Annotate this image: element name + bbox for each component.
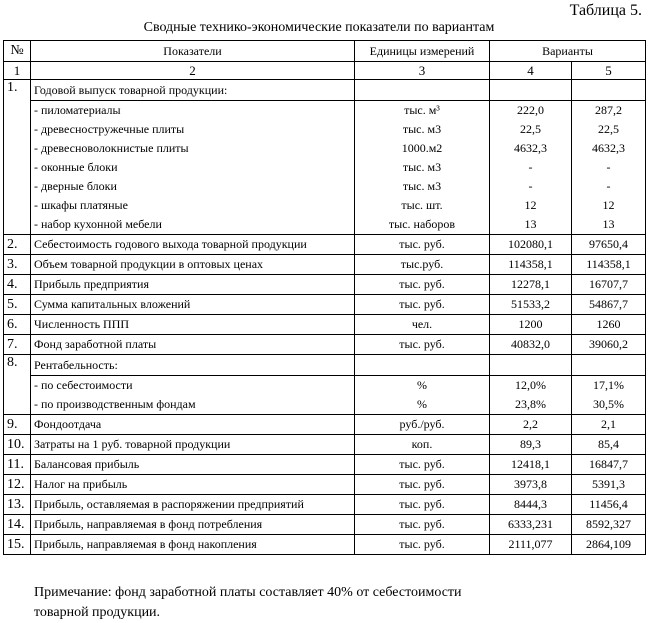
footnote — [34, 583, 594, 623]
indicator-name: Объем товарной продукции в оптовых ценах — [31, 255, 355, 275]
variant-5-cell: 8592,327 — [572, 515, 646, 535]
indicator-name: Себестоимость годового выхода товарной продукции — [31, 235, 355, 255]
table-row — [4, 158, 646, 177]
table-row — [4, 376, 646, 396]
row-number: 3. — [4, 255, 31, 275]
row-number: 13. — [4, 495, 31, 515]
unit-cell: тыс. руб. — [355, 455, 490, 475]
table-row — [4, 315, 646, 335]
variant-4-cell: 102080,1 — [490, 235, 572, 255]
variant-4-cell: 4632,3 — [490, 139, 572, 158]
variant-5-cell: 85,4 — [572, 435, 646, 455]
indicator-name: - древесноволокнистые плиты — [31, 139, 355, 158]
table-row — [4, 455, 646, 475]
unit-cell: тыс. руб. — [355, 275, 490, 295]
variant-4-cell: - — [490, 158, 572, 177]
table-row — [4, 395, 646, 415]
variant-4-cell — [490, 355, 572, 376]
row-number: 4. — [4, 275, 31, 295]
unit-cell: тыс. руб. — [355, 495, 490, 515]
row-number: 11. — [4, 455, 31, 475]
unit-cell: руб./руб. — [355, 415, 490, 435]
table-number: Таблица 5. — [569, 2, 642, 19]
indicator-name: - дверные блоки — [31, 177, 355, 196]
variant-5-cell: - — [572, 158, 646, 177]
table-row — [4, 275, 646, 295]
header-row — [4, 41, 646, 62]
indicator-name: - по себестоимости — [31, 376, 355, 396]
indicator-name: Прибыль, направляемая в фонд накопления — [31, 535, 355, 555]
unit-cell — [355, 355, 490, 376]
table-row — [4, 120, 646, 139]
indicator-name: Прибыль, оставляемая в распоряжении предприятий — [31, 495, 355, 515]
table-row — [4, 139, 646, 158]
variant-5-cell: 13 — [572, 215, 646, 235]
table-row — [4, 535, 646, 555]
variant-5-cell: 5391,3 — [572, 475, 646, 495]
group-header-row — [4, 80, 646, 101]
variant-5-cell — [572, 80, 646, 101]
table-caption — [0, 2, 648, 22]
col-number-4: 4 — [490, 62, 572, 80]
variant-4-cell: 51533,2 — [490, 295, 572, 315]
variant-4-cell: 89,3 — [490, 435, 572, 455]
indicator-name: Прибыль предприятия — [31, 275, 355, 295]
row-number: 14. — [4, 515, 31, 535]
variant-4-cell: 114358,1 — [490, 255, 572, 275]
unit-cell: тыс. руб. — [355, 235, 490, 255]
row-number: 5. — [4, 295, 31, 315]
variant-5-cell: 287,2 — [572, 101, 646, 121]
col-number-3: 3 — [355, 62, 490, 80]
unit-cell: тыс. м³ — [355, 101, 490, 121]
row-number: 15. — [4, 535, 31, 555]
unit-cell: тыс. руб. — [355, 295, 490, 315]
table-title: Сводные технико-экономические показатели по вариантам — [143, 20, 495, 35]
variant-4-cell: 2,2 — [490, 415, 572, 435]
variant-5-cell: 54867,7 — [572, 295, 646, 315]
row-number: 6. — [4, 315, 31, 335]
indicator-name: Фонд заработной платы — [31, 335, 355, 355]
unit-cell: тыс. руб. — [355, 335, 490, 355]
unit-cell: тыс. руб. — [355, 475, 490, 495]
variant-5-cell: 1260 — [572, 315, 646, 335]
variant-4-cell: 12418,1 — [490, 455, 572, 475]
variant-4-cell: 12278,1 — [490, 275, 572, 295]
variant-4-cell: - — [490, 177, 572, 196]
unit-cell: тыс. м3 — [355, 177, 490, 196]
variant-5-cell: 16707,7 — [572, 275, 646, 295]
unit-cell: коп. — [355, 435, 490, 455]
variant-5-cell: 2864,109 — [572, 535, 646, 555]
unit-cell: чел. — [355, 315, 490, 335]
table-row — [4, 255, 646, 275]
variant-5-cell: - — [572, 177, 646, 196]
variant-4-cell: 3973,8 — [490, 475, 572, 495]
table-row — [4, 335, 646, 355]
table-row — [4, 475, 646, 495]
table-row — [4, 435, 646, 455]
table-row — [4, 215, 646, 235]
variant-5-cell: 30,5% — [572, 395, 646, 415]
indicator-name: Балансовая прибыль — [31, 455, 355, 475]
indicator-name: - набор кухонной мебели — [31, 215, 355, 235]
variant-4-cell — [490, 80, 572, 101]
header-units: Единицы измерений — [355, 41, 490, 62]
unit-cell: 1000.м2 — [355, 139, 490, 158]
table-row — [4, 196, 646, 215]
indicator-name: - по производственным фондам — [31, 395, 355, 415]
row-number: 9. — [4, 415, 31, 435]
variant-5-cell — [572, 355, 646, 376]
variant-4-cell: 2111,077 — [490, 535, 572, 555]
indicator-name: Численность ППП — [31, 315, 355, 335]
table-row — [4, 235, 646, 255]
row-number: 12. — [4, 475, 31, 495]
unit-cell: тыс.руб. — [355, 255, 490, 275]
variant-5-cell: 22,5 — [572, 120, 646, 139]
table-row — [4, 415, 646, 435]
note-line-2: товарной продукции. — [34, 605, 161, 620]
unit-cell: тыс. руб. — [355, 515, 490, 535]
variant-4-cell: 222,0 — [490, 101, 572, 121]
variant-4-cell: 22,5 — [490, 120, 572, 139]
variant-4-cell: 13 — [490, 215, 572, 235]
table-row — [4, 101, 646, 121]
unit-cell: тыс. м3 — [355, 158, 490, 177]
indicator-name: Фондоотдача — [31, 415, 355, 435]
col-number-5: 5 — [572, 62, 646, 80]
variant-5-cell: 17,1% — [572, 376, 646, 396]
unit-cell — [355, 80, 490, 101]
unit-cell: % — [355, 395, 490, 415]
header-variants: Варианты — [490, 41, 646, 62]
variant-5-cell: 16847,7 — [572, 455, 646, 475]
variant-4-cell: 23,8% — [490, 395, 572, 415]
indicator-name: - пиломатериалы — [31, 101, 355, 121]
variant-5-cell: 4632,3 — [572, 139, 646, 158]
column-numbers-row — [4, 62, 646, 80]
variant-4-cell: 1200 — [490, 315, 572, 335]
header-indicators: Показатели — [31, 41, 355, 62]
variant-5-cell: 114358,1 — [572, 255, 646, 275]
row-number: 1. — [4, 80, 31, 235]
indicator-name: - шкафы платяные — [31, 196, 355, 215]
indicators-table — [3, 40, 646, 555]
variant-5-cell: 2,1 — [572, 415, 646, 435]
unit-cell: тыс. руб. — [355, 535, 490, 555]
unit-cell: тыс. наборов — [355, 215, 490, 235]
variant-4-cell: 8444,3 — [490, 495, 572, 515]
variant-5-cell: 39060,2 — [572, 335, 646, 355]
indicator-name: Затраты на 1 руб. товарной продукции — [31, 435, 355, 455]
group-title: Рентабельность: — [31, 355, 355, 376]
variant-5-cell: 12 — [572, 196, 646, 215]
header-num: № — [4, 41, 31, 62]
indicator-name: - древесностружечные плиты — [31, 120, 355, 139]
row-number: 2. — [4, 235, 31, 255]
indicator-name: Прибыль, направляемая в фонд потребления — [31, 515, 355, 535]
unit-cell: тыс. шт. — [355, 196, 490, 215]
variant-4-cell: 12,0% — [490, 376, 572, 396]
group-header-row — [4, 355, 646, 376]
variant-4-cell: 40832,0 — [490, 335, 572, 355]
row-number: 10. — [4, 435, 31, 455]
unit-cell: тыс. м3 — [355, 120, 490, 139]
table-row — [4, 177, 646, 196]
variant-5-cell: 11456,4 — [572, 495, 646, 515]
indicator-name: Сумма капитальных вложений — [31, 295, 355, 315]
variant-5-cell: 97650,4 — [572, 235, 646, 255]
indicator-name: - оконные блоки — [31, 158, 355, 177]
col-number-1: 1 — [4, 62, 31, 80]
row-number: 7. — [4, 335, 31, 355]
row-number: 8. — [4, 355, 31, 415]
indicator-name: Налог на прибыль — [31, 475, 355, 495]
variant-4-cell: 12 — [490, 196, 572, 215]
col-number-2: 2 — [31, 62, 355, 80]
group-title: Годовой выпуск товарной продукции: — [31, 80, 355, 101]
table-row — [4, 295, 646, 315]
unit-cell: % — [355, 376, 490, 396]
variant-4-cell: 6333,231 — [490, 515, 572, 535]
table-row — [4, 495, 646, 515]
note-line-1: Примечание: фонд заработной платы составляет 40% от себестоимости — [34, 585, 462, 600]
table-row — [4, 515, 646, 535]
